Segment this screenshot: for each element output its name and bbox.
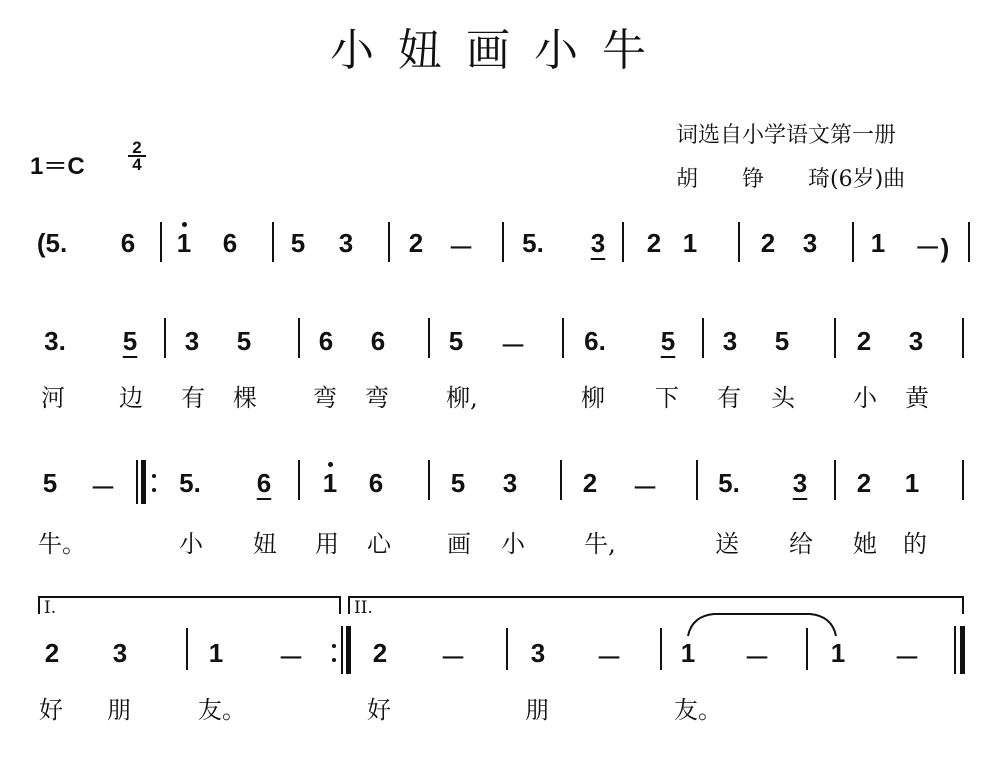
note: 6 — [370, 326, 386, 356]
barline — [962, 318, 964, 358]
dash: － — [894, 643, 921, 673]
note: 5 — [42, 468, 58, 498]
note: 1 — [870, 228, 886, 258]
note: 3 — [590, 228, 606, 258]
barline — [298, 318, 300, 358]
note: 3 — [722, 326, 738, 356]
second-ending-bracket — [348, 596, 350, 614]
note: 3 — [184, 326, 200, 356]
note: 3 — [802, 228, 818, 258]
note: 2 — [408, 228, 424, 258]
barline — [696, 460, 698, 500]
note: 5. — [179, 468, 201, 498]
repeat-dot — [332, 658, 336, 662]
barline — [164, 318, 166, 358]
dash: － — [448, 233, 475, 263]
time-numerator: 2 — [128, 140, 146, 157]
note: 5 — [236, 326, 252, 356]
lyricist-credit: 词选自小学语文第一册 — [676, 123, 897, 148]
note: 6 — [120, 228, 136, 258]
repeat-dot — [152, 474, 156, 478]
dash: － — [90, 473, 117, 503]
repeat-dot — [332, 644, 336, 648]
barline — [298, 460, 300, 500]
note: 5. — [718, 468, 740, 498]
barline — [388, 222, 390, 262]
lyric: 小 — [179, 530, 203, 558]
second-ending-bracket — [962, 596, 964, 614]
lyric: 牛, — [584, 530, 616, 558]
lyric: 有 — [181, 384, 205, 412]
barline — [562, 318, 564, 358]
note: 1 — [680, 638, 696, 668]
dash: － — [278, 643, 305, 673]
lyric: 朋 — [525, 696, 549, 724]
high-octave-dot — [328, 462, 333, 467]
barline — [560, 460, 562, 500]
lyric: 河 — [41, 384, 65, 412]
barline — [738, 222, 740, 262]
note: 6 — [222, 228, 238, 258]
time-denominator: 4 — [132, 155, 142, 174]
dash: － — [744, 643, 771, 673]
lyric: 用 — [315, 530, 339, 558]
lyric: 头 — [771, 384, 795, 412]
note: 5 — [122, 326, 138, 356]
tie-arc — [684, 610, 840, 640]
barline — [622, 222, 624, 262]
lyric: 小 — [853, 384, 877, 412]
lyric: 有 — [717, 384, 741, 412]
note: 6 — [368, 468, 384, 498]
barline — [702, 318, 704, 358]
lyric: 小 — [501, 530, 525, 558]
note: 3 — [112, 638, 128, 668]
lyric: 弯 — [365, 384, 389, 412]
note: 3 — [792, 468, 808, 498]
note: 2 — [372, 638, 388, 668]
repeat-start-barline — [136, 460, 138, 504]
first-ending-bracket — [339, 596, 341, 614]
key-signature: 1＝C — [30, 153, 85, 180]
lyric: 柳, — [446, 384, 478, 412]
composer-credit: 胡 铮 琦(6岁)曲 — [676, 167, 906, 192]
lyric: 给 — [789, 530, 813, 558]
lyric: 棵 — [233, 384, 257, 412]
first-ending-label: I. — [44, 598, 57, 618]
note: 2 — [856, 326, 872, 356]
dash: － — [632, 473, 659, 503]
note: 6 — [318, 326, 334, 356]
note: 5. — [522, 228, 544, 258]
lyric: 牛。 — [38, 530, 86, 558]
second-ending-bracket — [348, 596, 964, 598]
dash: － — [596, 643, 623, 673]
barline — [834, 460, 836, 500]
barline — [834, 318, 836, 358]
repeat-dot — [152, 488, 156, 492]
song-title: 小妞画小牛 — [330, 25, 670, 76]
note: 5 — [774, 326, 790, 356]
note: 1 — [208, 638, 224, 668]
lyric: 边 — [119, 384, 143, 412]
lyric: 画 — [447, 530, 471, 558]
lyric: 弯 — [313, 384, 337, 412]
note: 5 — [448, 326, 464, 356]
lyric: 下 — [655, 384, 679, 412]
lyric: 送 — [715, 530, 739, 558]
note: 3 — [530, 638, 546, 668]
barline — [428, 460, 430, 500]
note: 2 — [44, 638, 60, 668]
repeat-start-barline — [141, 460, 146, 504]
barline — [502, 222, 504, 262]
lyric: 朋 — [107, 696, 131, 724]
note: 6 — [256, 468, 272, 498]
note: 3 — [338, 228, 354, 258]
lyric: 她 — [853, 530, 877, 558]
dash: － — [500, 331, 527, 361]
note: 3 — [908, 326, 924, 356]
barline — [272, 222, 274, 262]
barline — [160, 222, 162, 262]
note: 2 — [582, 468, 598, 498]
lyric: 柳 — [581, 384, 605, 412]
lyric: 心 — [367, 530, 391, 558]
note: (5. — [36, 228, 68, 258]
lyric: 友。 — [674, 696, 722, 724]
note: 1 — [176, 228, 192, 258]
note: 3 — [502, 468, 518, 498]
note: 5 — [660, 326, 676, 356]
barline — [428, 318, 430, 358]
note: 3. — [44, 326, 66, 356]
repeat-end-barline — [346, 626, 351, 674]
repeat-end-barline — [341, 626, 343, 674]
barline — [852, 222, 854, 262]
note: 1 — [322, 468, 338, 498]
barline — [660, 628, 662, 670]
note: 1 — [904, 468, 920, 498]
barline — [962, 460, 964, 500]
first-ending-bracket — [38, 596, 40, 614]
barline — [968, 222, 970, 262]
first-ending-bracket — [38, 596, 340, 598]
note: 2 — [646, 228, 662, 258]
lyric: 友。 — [198, 696, 246, 724]
high-octave-dot — [182, 222, 187, 227]
note: 2 — [856, 468, 872, 498]
barline — [506, 628, 508, 670]
lyric: 妞 — [253, 530, 277, 558]
note: 2 — [760, 228, 776, 258]
note: 6. — [584, 326, 606, 356]
barline — [186, 628, 188, 670]
dash: － — [440, 643, 467, 673]
final-barline — [960, 626, 965, 674]
lyric: 好 — [367, 696, 391, 724]
lyric: 黄 — [905, 384, 929, 412]
barline — [806, 628, 808, 670]
lyric: 的 — [903, 530, 927, 558]
lyric: 好 — [39, 696, 63, 724]
second-ending-label: II. — [354, 598, 373, 618]
dash: －) — [914, 233, 950, 263]
note: 5 — [450, 468, 466, 498]
note: 5 — [290, 228, 306, 258]
final-barline — [954, 626, 956, 674]
note: 1 — [682, 228, 698, 258]
note: 1 — [830, 638, 846, 668]
time-signature — [128, 140, 146, 172]
